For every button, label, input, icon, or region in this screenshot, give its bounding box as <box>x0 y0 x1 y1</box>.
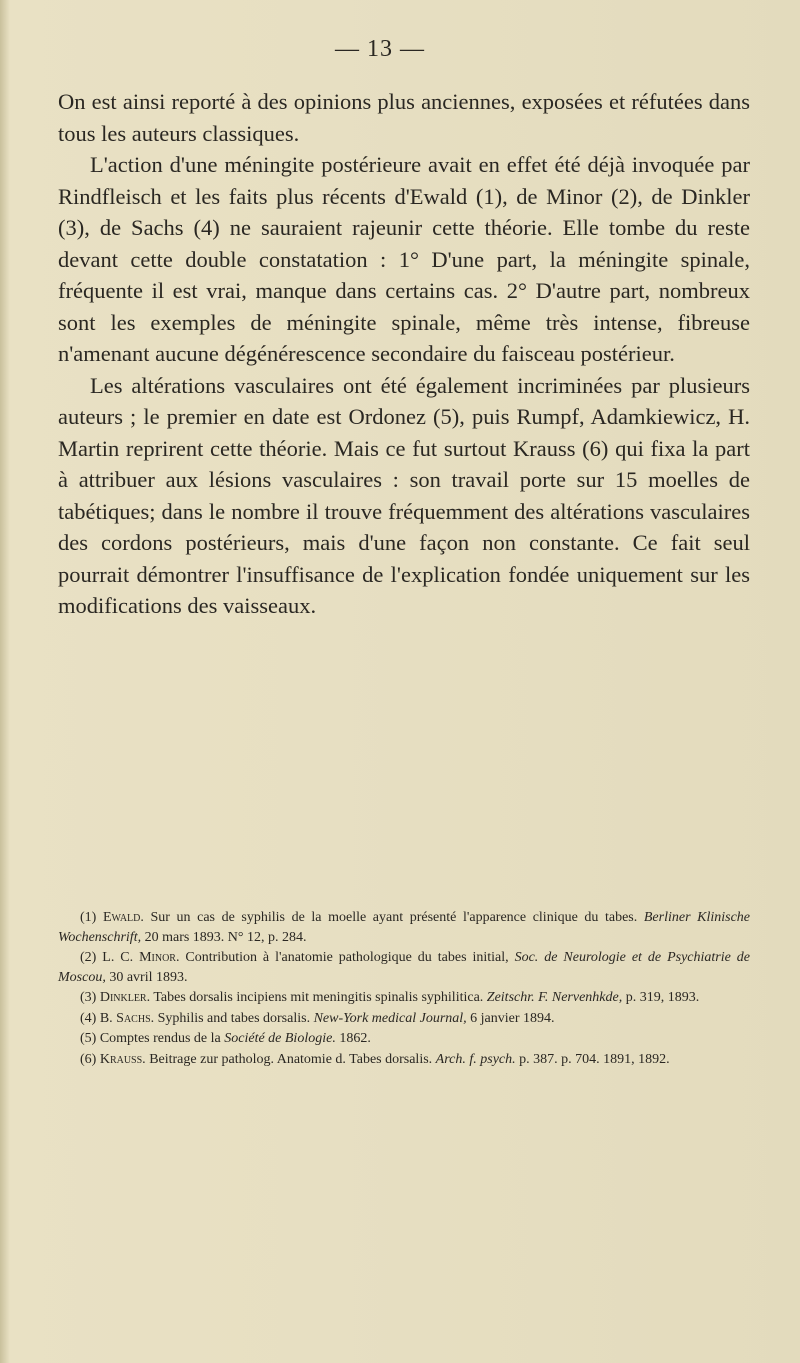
paragraph: L'action d'une méningite postérieure avait en effet été déjà invoquée par Rindfleisch et les faits plus récents d'Ewald (1), de Minor (2), de Dinkler (3), de Sachs (4) ne sauraient rajeunir cette théorie. Elle tombe du reste devant cette double constatation : 1° D'une part, la méningite spinale, fréquente il est vrai, manque dans certains cas. 2° D'autre part, nombreux sont les exemples de méningite spinale, même très intense, fibreuse n'amenant aucune dégénérescence secondaire du faisceau postérieur. <box>58 152 750 366</box>
main-text <box>58 86 750 622</box>
footnote: (4) B. Sachs. Syphilis and tabes dorsalis. New-York medical Journal, 6 janvier 1894. <box>80 1010 555 1026</box>
paragraph: Les altérations vasculaires ont été également incriminées par plusieurs auteurs ; le premier en date est Ordonez (5), puis Rumpf, Adamkiewicz, H. Martin reprirent cette théorie. Mais ce fut surtout Krauss (6) qui fixa la part à attribuer aux lésions vasculaires : son travail porte sur 15 moelles de tabétiques; dans le nombre il trouve fréquemment des altérations vasculaires des cordons postérieurs, mais d'une façon non constante. Ce fait seul pourrait démontrer l'insuffisance de l'explication fondée uniquement sur les modifications des vaisseaux. <box>58 372 750 618</box>
footnote: (6) Krauss. Beitrage zur patholog. Anatomie d. Tabes dorsalis. Arch. f. psych. p. 387. p. 704. 1891, 1892. <box>80 1051 670 1067</box>
paragraph: On est ainsi reporté à des opinions plus anciennes, exposées et réfutées dans tous les auteurs classiques. <box>58 89 750 146</box>
page-edge-shadow <box>0 0 10 1363</box>
footnote: (5) Comptes rendus de la Société de Biologie. 1862. <box>80 1031 371 1046</box>
footnote: (2) L. C. Minor. Contribution à l'anatomie pathologique du tabes initial, Soc. de Neurologie et de Psychiatrie de Moscou, 30 avril 1893. <box>58 950 750 985</box>
page-number: — 13 — <box>335 36 425 62</box>
footnotes <box>58 908 750 1070</box>
footnote: (3) Dinkler. Tabes dorsalis incipiens mit meningitis spinalis syphilitica. Zeitschr. F. Nervenhkde, p. 319, 1893. <box>80 990 700 1005</box>
footnote: (1) Ewald. Sur un cas de syphilis de la moelle ayant présenté l'apparence clinique du tabes. Berliner Klinische Wochenschrift, 20 mars 1893. N° 12, p. 284. <box>58 910 751 945</box>
